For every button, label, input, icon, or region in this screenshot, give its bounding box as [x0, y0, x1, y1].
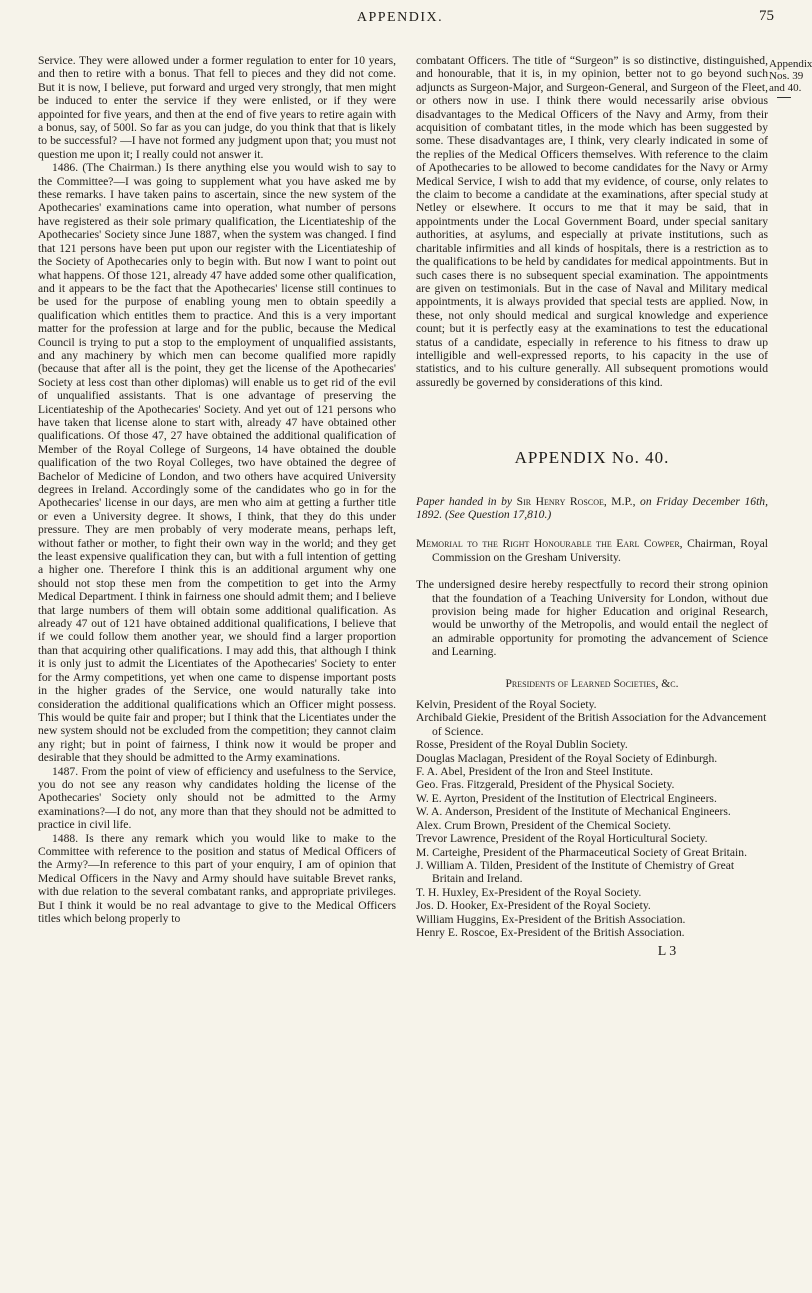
- margin-note-line1: Appendix: [769, 58, 812, 70]
- signatory: J. William A. Tilden, President of the Institute of Chemistry of Great Britain and Ireland.: [416, 858, 735, 886]
- signatory: Alex. Crum Brown, President of the Chemical Society.: [416, 818, 671, 832]
- signature-mark: L 3: [657, 944, 677, 960]
- memorial-addressee: Right Honourable the Earl Cowper,: [502, 537, 683, 551]
- running-title: APPENDIX.: [356, 10, 444, 25]
- signatory: Jos. D. Hooker, Ex-President of the Royal Society.: [416, 899, 651, 913]
- continuation-paragraph: combatant Officers. The title of “Surgeon” is so distinctive, distinguished, and honourable, that it is, in my opinion, better not to go beyond such adjuncts as Surgeon-Major, and Surgeon-General, and Surgeon of the Fleet, or others now in use. I think there would necessarily arise obvious disadvantages to the Medical Officers of the Navy and Army, from their acquisition of combatant titles, in the mode which has been suggested by some. These disadvantages are, I think, very clearly indicated in some of the replies of the Medical Officers themselves. With reference to the claim of Apothecaries to be allowed to become candidates for the Navy or Army Medical Service, I wish to add that my evidence, of course, only relates to the claim to become a candidate at the examinations, after special study at Netley or elsewhere. It occurs to me that it may be said, that in appointments under the Local Government Board, under special sanitary authorities, at asylums, and especially at private institutions, such as charitable infirmities and all kinds of hospitals, there is a restriction as to the qualifications to be held by candidates for medical appointments. But in such cases there is no subsequent special examination. The appointments are given on testimonials. But in the case of Naval and Military medical appointments, it is always provided that special tests are applied. Now, in these, not only should medical and surgical knowledge and experience count; but it is perfectly easy at the examinations to test the educational status of a candidate, especially in reference to his fitness to draw up intelligible and well-expressed reports, to his capacity in the use of statistics, and to his culture generally. All subsequent promotions would assuredly be governed by considerations of this kind.: [416, 54, 768, 389]
- paper-note: [416, 495, 768, 522]
- right-column: [416, 54, 768, 959]
- appendix-title: APPENDIX No. 40.: [514, 448, 670, 468]
- petition-text: The undersigned desire hereby respectfully to record their strong opinion that the foundation of a Teaching University for London, without due provision being made for higher Education and original Research, would be unworthy of the Metropolis, and would entail the neglect of an admirable opportunity for promoting the advancement of Science and Learning.: [416, 578, 768, 659]
- page-number: 75: [759, 8, 774, 24]
- memorial-suffix: Chairman, Royal Commission on the Gresham University.: [432, 537, 768, 564]
- signatory: F. A. Abel, President of the Iron and Steel Institute.: [416, 765, 654, 779]
- signatory: Henry E. Roscoe, Ex-President of the British Association.: [416, 925, 685, 939]
- paragraph-1: Service. They were allowed under a former regulation to enter for 10 years, and then to retire with a bonus. That fell to pieces and they did not come. But it is now, I believe, put forward and urged very strongly, that men might be induced to enter the service if they were enlisted, or if they were appointed for five years, and then at the end of five years to retire again with a bonus, say, of 500l. So far as you can judge, do you think that that is likely to be successful? —I have not formed any judgment upon that; you must not question me upon it; I really could not answer it.: [38, 54, 396, 161]
- paragraph-1488: 1488. Is there any remark which you would like to make to the Committee with reference to the position and status of Medical Officers of the Army?—In reference to this part of your enquiry, I am of opinion that Medical Officers in the Navy and Army should have suitable Brevet ranks, with due relation to the several combatant ranks, and appropriate privileges. But I think it would be no real advantage to give to the Medical Officers titles which belong properly to: [38, 831, 396, 925]
- signatory: William Huggins, Ex-President of the British Association.: [416, 912, 686, 926]
- signatory: Kelvin, President of the Royal Society.: [416, 698, 597, 712]
- signatory: M. Carteighe, President of the Pharmaceutical Society of Great Britain.: [416, 845, 747, 859]
- presidents-heading: Presidents of Learned Societies, &c.: [505, 676, 679, 690]
- page-header: [0, 8, 800, 34]
- signatory: Archibald Giekie, President of the British Association for the Advancement of Science.: [416, 711, 767, 738]
- signatory: T. H. Huxley, Ex-President of the Royal Society.: [416, 885, 642, 899]
- signatory: Trevor Lawrence, President of the Royal Horticultural Society.: [416, 832, 708, 846]
- margin-note-line2: Nos. 39 and 40.: [769, 70, 804, 94]
- paragraph-1487: 1487. From the point of view of efficiency and usefulness to the Service, you do not see any reason why candidates holding the license of the Apothecaries' Society only should not be admitted to the Army examinations?—I do not, any more than that they should not be admitted to practice in civil life.: [38, 764, 396, 832]
- signatory: Rosse, President of the Royal Dublin Society.: [416, 738, 628, 752]
- memorial-prefix: Memorial to the: [416, 537, 503, 551]
- left-column: [38, 54, 396, 925]
- paragraph-1486: 1486. (The Chairman.) Is there anything else you would wish to say to the Committee?—I was going to supplement what you have asked me by these remarks. I have taken pains to ascertain, since the new system of the Apothecaries' examinations came into operation, what number of persons have registered as their sole primary qualification, the Licentiateship of the Apothecaries' Society since June 1887, when the system was changed. I find that 121 persons have been put upon our register with the Licentiateship of the Society of Apothecaries only to begin with. But now I want to point out what happens. Of those 121, already 47 have added some other qualification, and it appears to be the fact that the Apothecaries' license still continues to be used for the purpose of enabling young men to obtain speedily a qualification which entitles them to practice. And this is a very important matter for the profession at large and for the public, because the Medical Council is trying to put a stop to the employment of unqualified assistants, and any machinery by which men can become qualified more rapidly (because that after all is the point, they get the license of the Apothecaries' Society at less cost than other diplomas) will enable us to get rid of the evil of unqualified assistants. That is one advantage of preserving the Licentiateship of the Apothecaries' Society. And yet out of 121 persons who have taken that license alone to start with, already 47 have obtained other qualifications. Of those 47, 27 have obtained the additional qualification of Member of the Royal College of Surgeons, 14 have obtained the double qualification of the two Royal Colleges, two have obtained the degree of Bachelor of Medicine of London, and two others have acquired University degrees in Ireland. Accordingly some of the candidates who go in for the Apothecaries' license in our days, are men who aim at getting a further title or even a University degree. It shows, I think, that they do this under pressure. They are men probably of very moderate means, perhaps left, without father or mother, to fight their own way in the world; and they get the least expensive qualification they can, but with a full intention of getting a higher one. Therefore I think this is an additional argument why one should not stop these men from the competition to get into the Army Medical Department. I think in fairness one should admit them; and I believe that large numbers of them will obtain some additional qualification. As already 47 out of 121 have obtained additional qualifications, I believe that if we could follow them another year, we should find a larger proportion than that acquiring other qualifications. I may add this, that although I think it is only just to admit the Licentiates of the Apothecaries' Society to enter for the Army competitions, yet when one came to dispense important posts in the higher grades of the Service, one would naturally take into consideration the additional qualifications which an Officer might possess. This would be quite fair and proper; but I think that the Licentiates under the new system should not be excluded from the competition; they cannot claim any right; but in point of fairness, I think now it would be proper and desirable that they should be admitted to the Army examinations.: [38, 161, 396, 765]
- signatory: Geo. Fras. Fitzgerald, President of the Physical Society.: [416, 778, 675, 792]
- memorial-heading: [416, 537, 768, 564]
- paper-prefix: Paper handed in by: [416, 494, 517, 508]
- paper-author: Sir Henry Roscoe, M.P.,: [516, 494, 636, 508]
- margin-note: [769, 58, 812, 98]
- signatory-list: [416, 698, 768, 939]
- paper-suffix: on Friday December 16th, 1892. (See Question 17,810.): [416, 494, 768, 521]
- signatory: W. E. Ayrton, President of the Institution of Electrical Engineers.: [416, 791, 717, 805]
- margin-rule: [777, 97, 791, 98]
- signatory: W. A. Anderson, President of the Institute of Mechanical Engineers.: [416, 805, 731, 819]
- signatory: Douglas Maclagan, President of the Royal Society of Edinburgh.: [416, 751, 718, 765]
